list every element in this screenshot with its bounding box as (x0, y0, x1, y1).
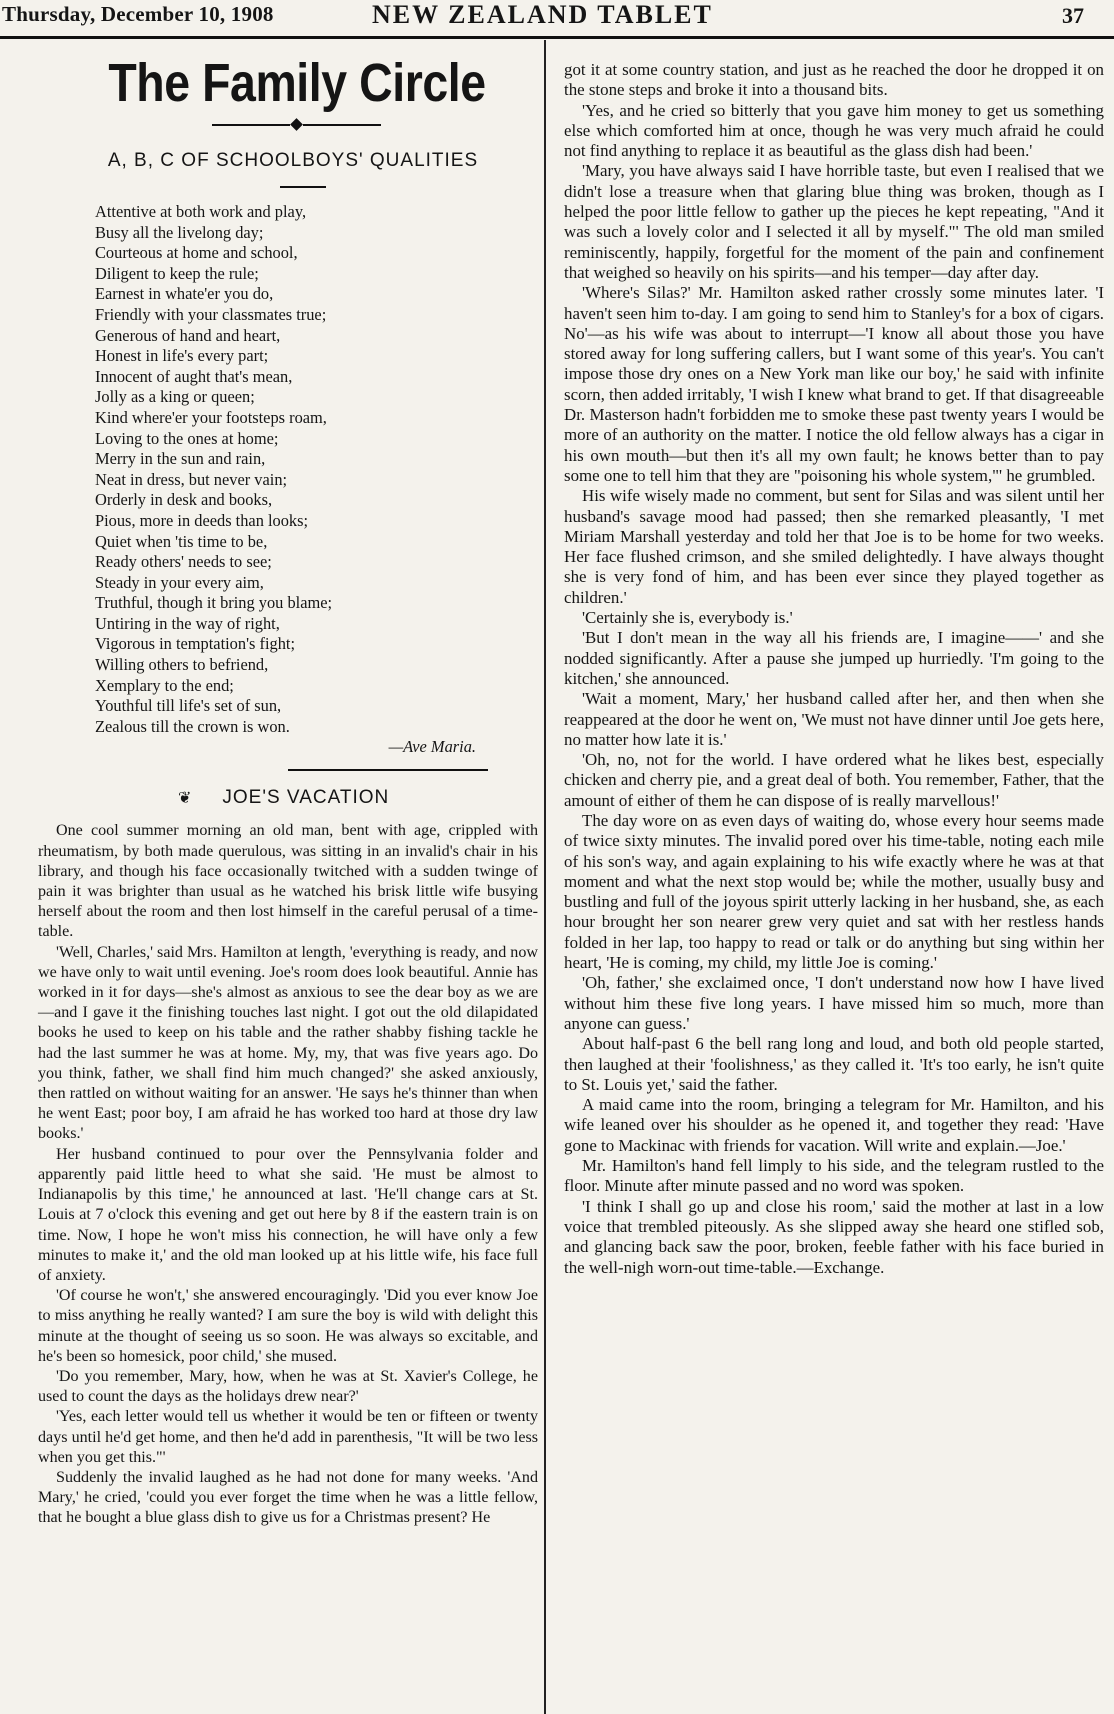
story-paragraph: 'Yes, each letter would tell us whether it would be ten or fifteen or twenty days until he'd get home, and then he'd add in parenthesis, "It will be two less when you get this."' (38, 1408, 538, 1466)
section-title: The Family Circle (108, 53, 486, 113)
poem-line: Vigorous in temptation's fight; (95, 634, 296, 654)
masthead-rule (0, 36, 1114, 39)
right-column (564, 60, 1104, 1278)
left-column (38, 48, 538, 1529)
poem-line: Jolly as a king or queen; (95, 387, 255, 407)
poem-line: Xemplary to the end; (95, 675, 234, 695)
issue-date: Thursday, December 10, 1908 (2, 2, 274, 26)
story-paragraph: 'Certainly she is, everybody is.' (582, 608, 793, 628)
poem-heading-rule (280, 186, 326, 188)
poem-line: Loving to the ones at home; (95, 428, 279, 448)
story-paragraph: One cool summer morning an old man, bent with age, crippled with rheumatism, by both made querulous, was sitting in an invalid's chair in his library, and though his face occasionally twitched with a sudden twinge of pain it was brighter than usual as he watched his brisk little wife busying herself about the room and then lost himself in the careful perusal of a time-table. (38, 822, 538, 941)
story-paragraph: 'Where's Silas?' Mr. Hamilton asked rather crossly some minutes later. 'I haven't seen him to-day. I am going to send him to Stanley's for a box of cigars. No'—as his wife was about to interrupt—'I know all about those you have stored away for long suffering callers, but I want some of this year's. You can't impose those dry ones on a New York man like our boy,' he said with infinite scorn, then added irritably, 'I wish I knew what brand to get. If that disagreeable Dr. Masterson hadn't forbidden me to smoke these past twenty years I would be more of an authority on the matter. I notice the old fellow always has a cigar in his own mouth—but then it's all my own fault; he knows better than to pay some one to tell him that they are "poisoning his whole system,"' he grumbled. (564, 283, 1104, 485)
newspaper-title: NEW ZEALAND TABLET (372, 0, 713, 29)
poem-line: Zealous till the crown is won. (95, 716, 290, 736)
story-paragraph: 'But I don't mean in the way all his friends are, I imagine——' and she nodded significantly. After a pause she jumped up hurriedly. 'I'm going to the kitchen,' she announced. (564, 628, 1104, 688)
poem-line: Friendly with your classmates true; (95, 304, 327, 324)
story-rule (288, 769, 488, 771)
story-paragraph: The day wore on as even days of waiting do, whose every hour seems made of twice sixty minutes. The invalid pored over his time-table, noting each mile of his son's way, and again explaining to his wife exactly where he was at that moment and what the next stop would be; while the mother, usually busy and bustling and full of the joyous spirit utterly lacking in her husband, she, as each hour brought her son nearer grew very quiet and sat with her restless hands folded in her lap, too happy to read or talk or do anything but sing within her heart, 'He is coming, my child, my little Joe is coming.' (564, 810, 1104, 973)
poem-line: Earnest in whate'er you do, (95, 284, 274, 304)
story-text-right (564, 60, 1104, 1278)
poem-attribution: —Ave Maria. (388, 737, 476, 757)
title-ornament (54, 118, 538, 132)
story-paragraph: 'Yes, and he cried so bitterly that you gave him money to get us something else which comforted him at once, though he was very much afraid he could not find anything to replace it as beautiful as the glass dish had been.' (564, 100, 1104, 161)
poem-line: Pious, more in deeds than looks; (95, 510, 309, 530)
poem-line: Steady in your every aim, (95, 572, 264, 592)
story-paragraph: got it at some country station, and just as he reached the door he dropped it on the stone steps and broke it into a thousand bits. (564, 60, 1104, 100)
story-paragraph: 'Well, Charles,' said Mrs. Hamilton at length, 'everything is ready, and now we have only to wait until evening. Joe's room does look beautiful. Annie has worked in it for days—she's almost as anxious to see the dear boy as we are—and I gave it the finishing touches last night. I got out the old dilapidated books he used to keep on his table and the rather shabby fishing tackle he had the last summer he was at home. My, my, that was five years ago. Do you think, father, we shall find him much changed?' she asked anxiously, then rattled on without waiting for an answer. 'He says he's thinner than when he went East; poor boy, I am afraid he has worked too hard at those dry law books.' (38, 943, 538, 1143)
poem (95, 202, 538, 737)
poem-line: Kind where'er your footsteps roam, (95, 407, 327, 427)
poem-line: Willing others to befriend, (95, 655, 269, 675)
story-paragraph: Suddenly the invalid laughed as he had not done for many weeks. 'And Mary,' he cried, 'could you ever forget the time when he was a little fellow, that he bought a blue glass dish to give us for a Christmas present? He (38, 1468, 538, 1527)
poem-line: Merry in the sun and rain, (95, 449, 266, 469)
poem-line: Untiring in the way of right, (95, 613, 280, 633)
poem-line: Youthful till life's set of sun, (95, 696, 282, 716)
poem-line: Busy all the livelong day; (95, 222, 264, 242)
story-paragraph: 'Do you remember, Mary, how, when he was at St. Xavier's College, he used to count the days as the holidays drew near?' (38, 1367, 538, 1406)
story-paragraph: 'Of course he won't,' she answered encouragingly. 'Did you ever know Joe to miss anything he really wanted? I am sure the boy is wild with delight this minute at the thought of seeing us so soon. He was always so excitable, and he's been so homesick, poor child,' she mused. (38, 1287, 538, 1365)
poem-line: Innocent of aught that's mean, (95, 366, 293, 386)
story-paragraph: About half-past 6 the bell rang long and loud, and both old people started, then laughed at their 'foolishness,' as they called it. 'It's too early, he isn't quite to St. Louis yet,' said the father. (564, 1034, 1104, 1094)
poem-line: Diligent to keep the rule; (95, 263, 259, 283)
story-paragraph: 'I think I shall go up and close his room,' said the mother at last in a low voice that trembled piteously. As she slipped away she heard one stifled sob, and glancing back saw the poor, broken, feeble father with his face buried in the well-nigh worn-out time-table.—Exchange. (564, 1196, 1104, 1277)
story-paragraph: 'Wait a moment, Mary,' her husband called after her, and then when she reappeared at the door he went on, 'We must not have dinner until Joe gets here, no matter how late it is.' (564, 689, 1104, 749)
story-paragraph: A maid came into the room, bringing a telegram for Mr. Hamilton, and his wife leaned over his shoulder as he opened it, and together they read: 'Have gone to Mackinac with friends for vacation. Will write and explain.—Joe.' (564, 1095, 1104, 1155)
masthead (0, 0, 1114, 40)
story-paragraph: Her husband continued to pour over the Pennsylvania folder and apparently paid little heed to what she said. 'He must be almost to Indianapolis by this time,' he announced at last. 'He'll change cars at St. Louis at 7 o'clock this evening and get out here by 8 if the eastern train is on time. Now, I hope he won't miss his connection, he will have only a few minutes to make it,' and the old man looked up at his little wife, his face full of anxiety. (38, 1145, 538, 1284)
poem-line: Truthful, though it bring you blame; (95, 593, 333, 613)
diamond-icon (290, 118, 303, 131)
story-paragraph: His wife wisely made no comment, but sent for Silas and was silent until her husband's savage mood had passed; then she remarked pleasantly, 'I met Miriam Marshall yesterday and told her that Joe is to be home for two weeks. Her face flushed crimson, and she smiled delightedly. I have always thought she is very fond of him, and has been ever since they played together as children.' (564, 486, 1104, 607)
poem-line: Attentive at both work and play, (95, 202, 307, 221)
fleuron-icon: ❦ (178, 790, 193, 808)
poem-heading: A, B, C OF SCHOOLBOYS' QUALITIES (107, 150, 479, 171)
poem-line: Orderly in desk and books, (95, 490, 273, 510)
story-paragraph: 'Mary, you have always said I have horrible taste, but even I realised that we didn't lose a treasure when that glaring blue thing was broken, though as I helped the poor little fellow to gather up the pieces he kept repeating, "And it was such a lovely color and I selected it all by myself."' The old man smiled reminiscently, happily, forgetful for the moment of the pain and confinement that weighed so heavily on his spirits—and his temper—day after day. (564, 161, 1104, 282)
column-divider (544, 40, 546, 1714)
story-text-left (38, 821, 538, 1528)
poem-line: Generous of hand and heart, (95, 325, 281, 345)
story-paragraph: 'Oh, no, not for the world. I have ordered what he likes best, especially chicken and cherry pie, and a great deal of both. You remember, Father, that the amount of either of them he can dispose of is really marvellous!' (564, 750, 1104, 810)
story-paragraph: 'Oh, father,' she exclaimed once, 'I don't understand now how I have lived without him these five long years. I have missed him so much, more than anyone can guess.' (564, 973, 1104, 1033)
story-title: JOE'S VACATION (222, 787, 390, 809)
poem-line: Courteous at home and school, (95, 243, 298, 263)
page-number: 37 (1062, 3, 1084, 28)
story-title-row (178, 787, 538, 809)
poem-line: Neat in dress, but never vain; (95, 469, 288, 489)
poem-line: Quiet when 'tis time to be, (95, 531, 268, 551)
story-paragraph: Mr. Hamilton's hand fell limply to his side, and the telegram rustled to the floor. Minute after minute passed and no word was spoken. (564, 1156, 1104, 1196)
poem-line: Ready others' needs to see; (95, 552, 272, 572)
poem-line: Honest in life's every part; (95, 346, 269, 366)
